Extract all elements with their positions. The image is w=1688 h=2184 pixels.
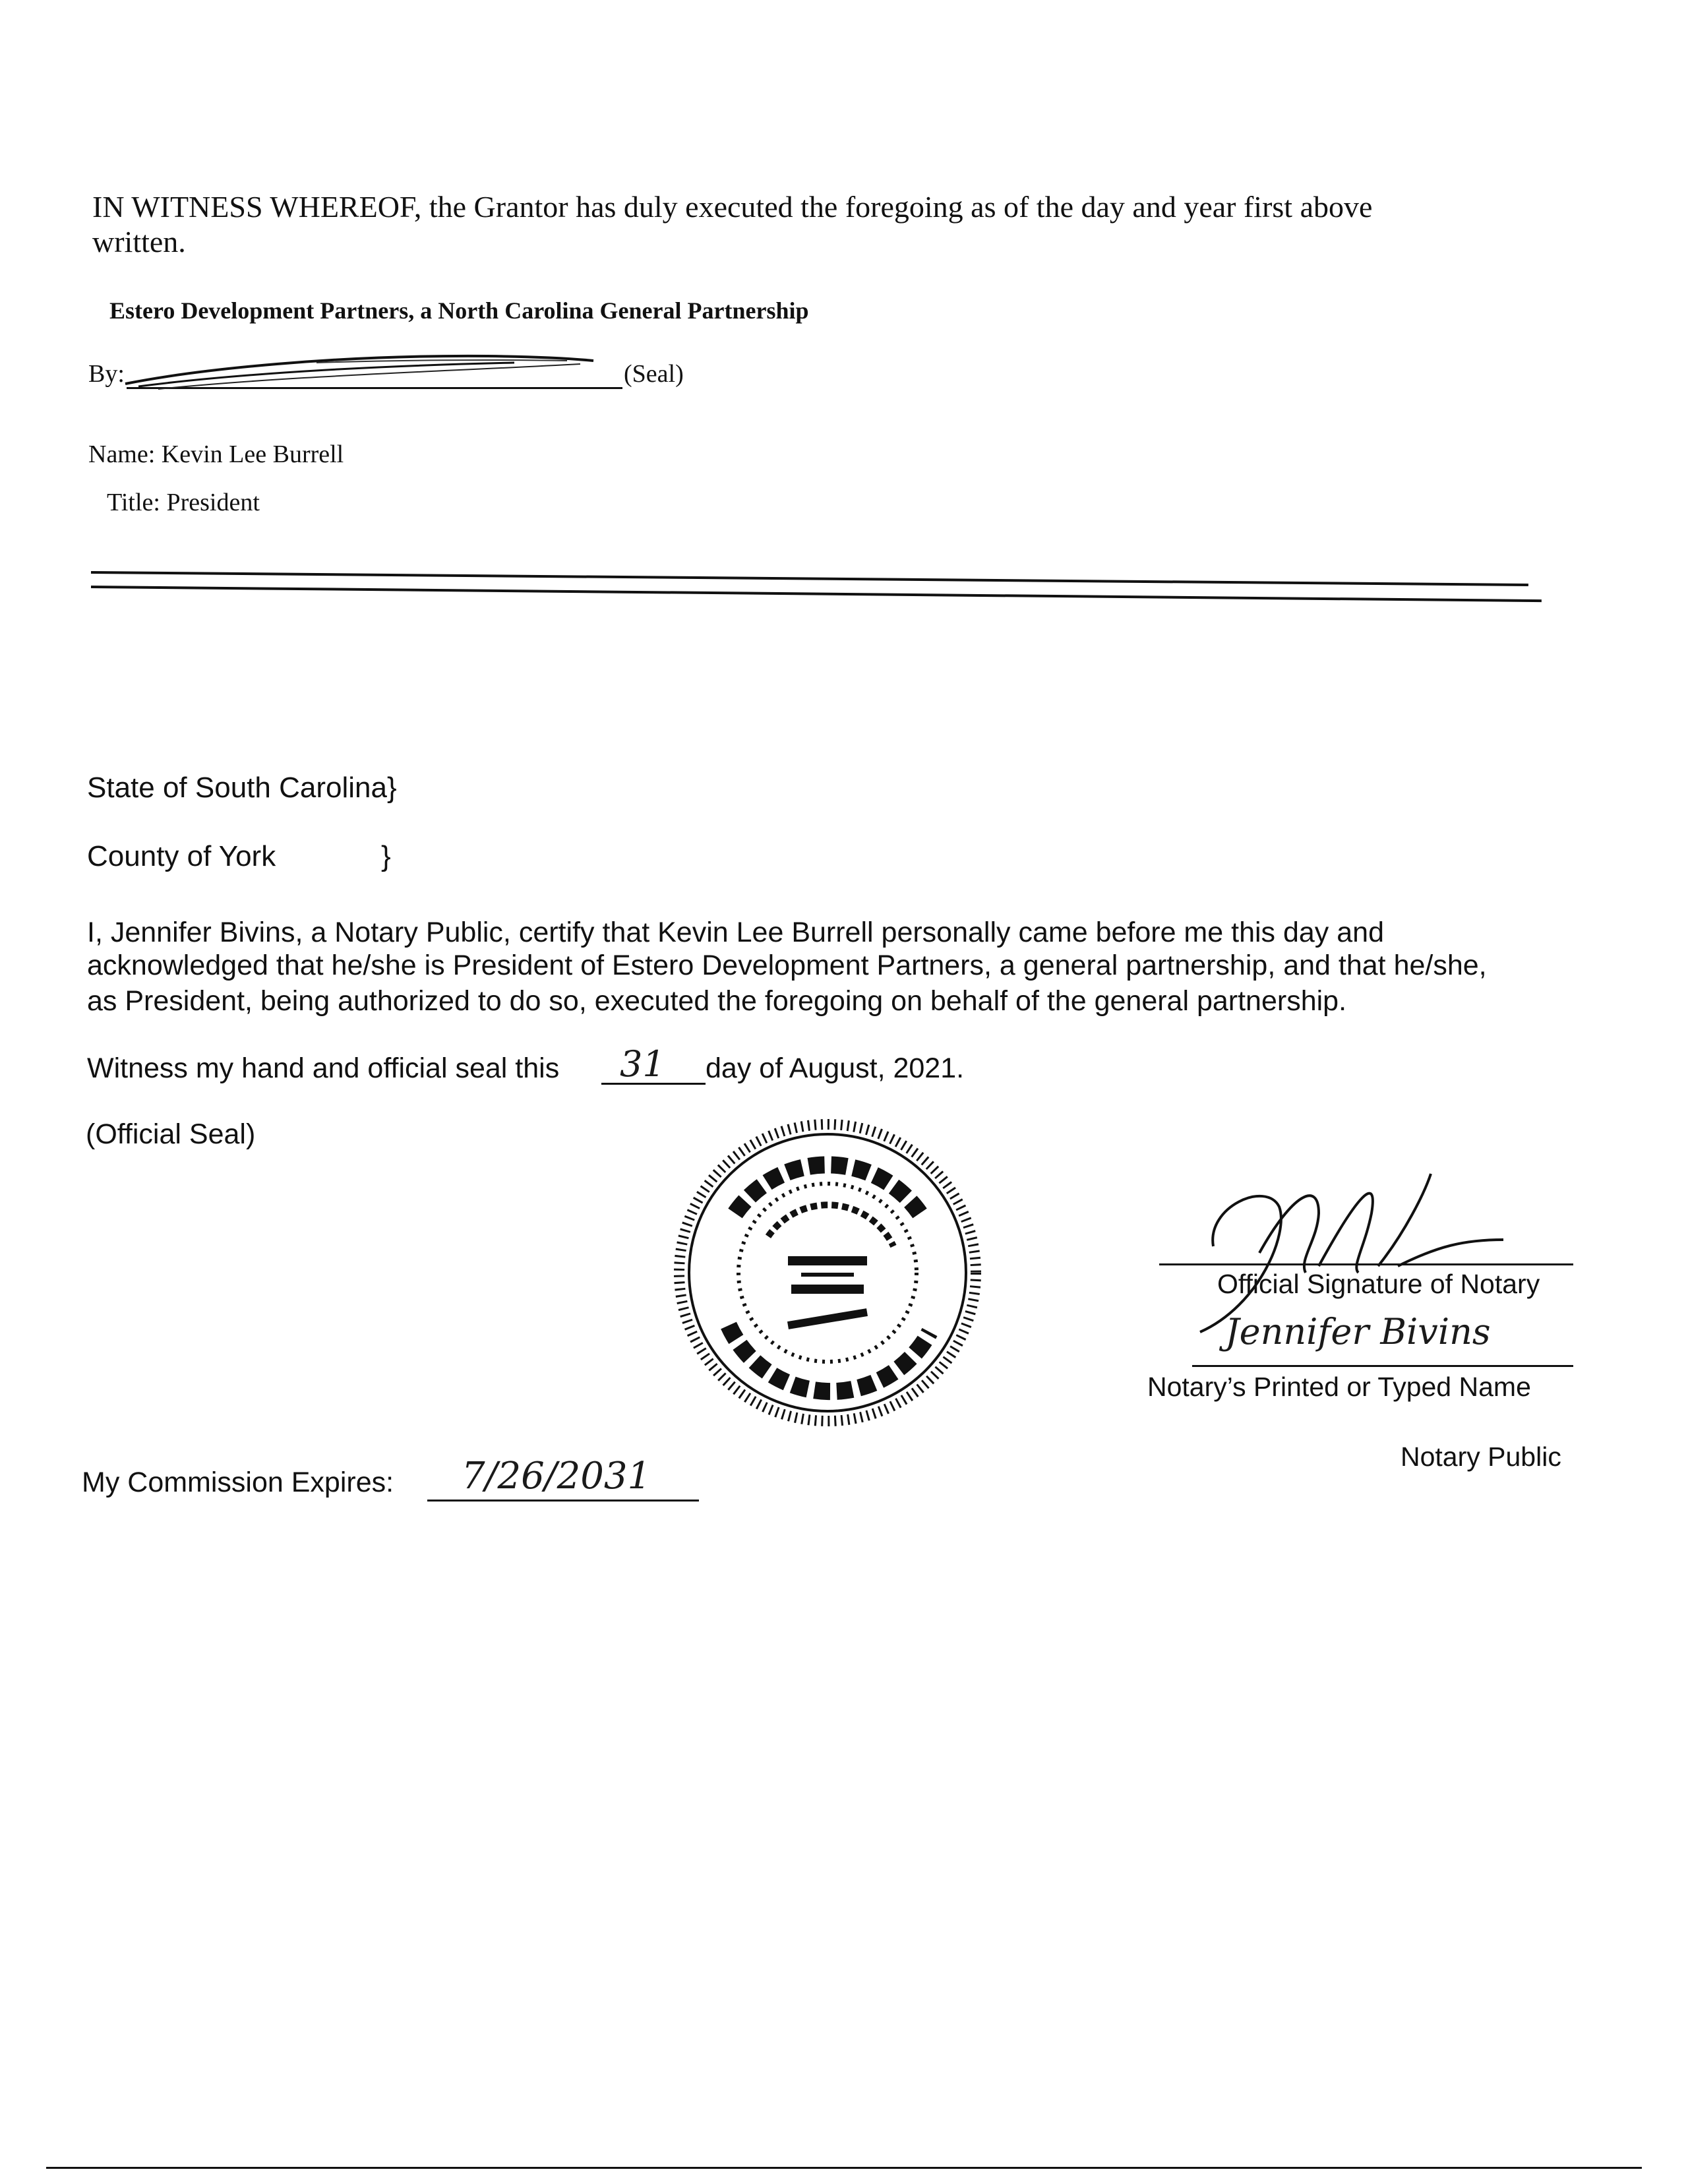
- notary-printed-name-handwritten: Jennifer Bivins: [1225, 1311, 1491, 1352]
- notary-public-label: Notary Public: [1401, 1441, 1561, 1472]
- divider-line-1: [91, 571, 1528, 586]
- county-brace: }: [381, 840, 391, 872]
- witness-line-2: written.: [92, 225, 186, 258]
- ack-body-line-2: acknowledged that he/she is President of Estero Development Partners, a general partnership, and that he/she,: [87, 950, 1487, 981]
- county-label: County of York: [87, 840, 276, 872]
- grantor-signature: [119, 343, 620, 396]
- ack-body-line-3: as President, being authorized to do so, executed the foregoing on behalf of the general partnership.: [87, 985, 1347, 1017]
- seal-label: (Seal): [624, 360, 684, 388]
- official-signature-line: [1159, 1263, 1573, 1265]
- official-signature-label: Official Signature of Notary: [1217, 1269, 1540, 1299]
- official-seal-label: (Official Seal): [86, 1118, 256, 1150]
- witness-day: 31: [620, 1043, 665, 1085]
- printed-name-label: Notary’s Printed or Typed Name: [1147, 1372, 1531, 1402]
- printed-name-line: [1192, 1365, 1573, 1367]
- commission-date-handwritten: 7/26/2031: [462, 1455, 651, 1498]
- divider-line-2: [91, 586, 1542, 602]
- witness-suffix: day of August, 2021.: [706, 1052, 965, 1084]
- signer-title: Title: President: [107, 489, 260, 516]
- commission-date-line: [427, 1500, 699, 1502]
- notary-seal-stamp: [669, 1114, 986, 1431]
- state-line: State of South Carolina}: [87, 772, 397, 804]
- ack-body-line-1: I, Jennifer Bivins, a Notary Public, certify that Kevin Lee Burrell personally came before me this day and: [87, 917, 1384, 948]
- signer-name: Name: Kevin Lee Burrell: [88, 440, 344, 468]
- witness-prefix: Witness my hand and official seal this: [87, 1052, 560, 1084]
- bottom-rule: [46, 2167, 1642, 2169]
- commission-label: My Commission Expires:: [82, 1467, 394, 1498]
- witness-line-1: IN WITNESS WHEREOF, the Grantor has duly executed the foregoing as of the day and year first above: [92, 190, 1373, 224]
- entity-name: Estero Development Partners, a North Carolina General Partnership: [109, 297, 809, 324]
- by-label: By:: [88, 360, 125, 388]
